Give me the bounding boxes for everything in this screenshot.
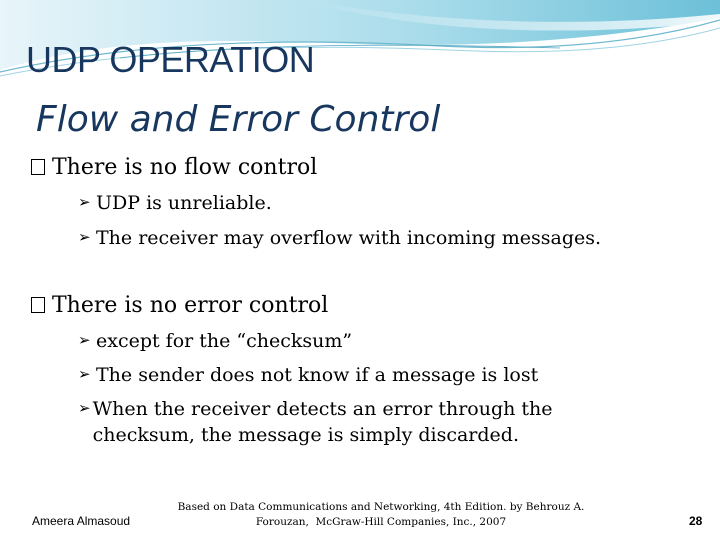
footer-source [176, 500, 586, 530]
sub-bullet-text: except for the “checksum” [96, 330, 353, 352]
arrow-bullet-icon: ➢ [78, 193, 91, 211]
slide-body [30, 155, 710, 448]
bullet-error-control [30, 293, 710, 318]
footer-source-line: Based on Data Communications and Networking, 4th Edition. by Behrouz A. [177, 501, 585, 513]
page-number: 28 [689, 514, 703, 528]
arrow-bullet-icon: ➢ [78, 331, 91, 349]
sub-bullet-text: The sender does not know if a message is lost [96, 364, 539, 386]
sub-bullet [78, 396, 588, 448]
footer-author: Ameera Almasoud [32, 514, 131, 528]
bullet-flow-control [30, 155, 710, 180]
box-bullet-icon [30, 293, 48, 315]
arrow-bullet-icon: ➢ [78, 228, 91, 246]
bullet-text: There is no flow control [52, 155, 318, 180]
box-bullet-icon [30, 155, 48, 177]
sub-bullet [78, 328, 710, 354]
arrow-bullet-icon: ➢ [78, 365, 91, 383]
slide-title: UDP OPERATION [26, 39, 315, 80]
title-block [26, 39, 441, 140]
arrow-bullet-icon: ➢ [78, 399, 91, 417]
sub-bullet [78, 362, 710, 388]
bullet-text: There is no error control [52, 293, 329, 318]
sub-bullet [78, 225, 710, 251]
footer-source-line: Forouzan, McGraw-Hill Companies, Inc., 2007 [255, 516, 507, 528]
slide-subtitle: Flow and Error Control [36, 99, 441, 140]
sub-bullet [78, 190, 710, 216]
sub-bullet-text: UDP is unreliable. [96, 192, 272, 214]
sub-bullet-text: When the receiver detects an error through the checksum, the message is simply discarded. [92, 398, 553, 446]
sub-bullet-text: The receiver may overflow with incoming messages. [96, 227, 602, 249]
